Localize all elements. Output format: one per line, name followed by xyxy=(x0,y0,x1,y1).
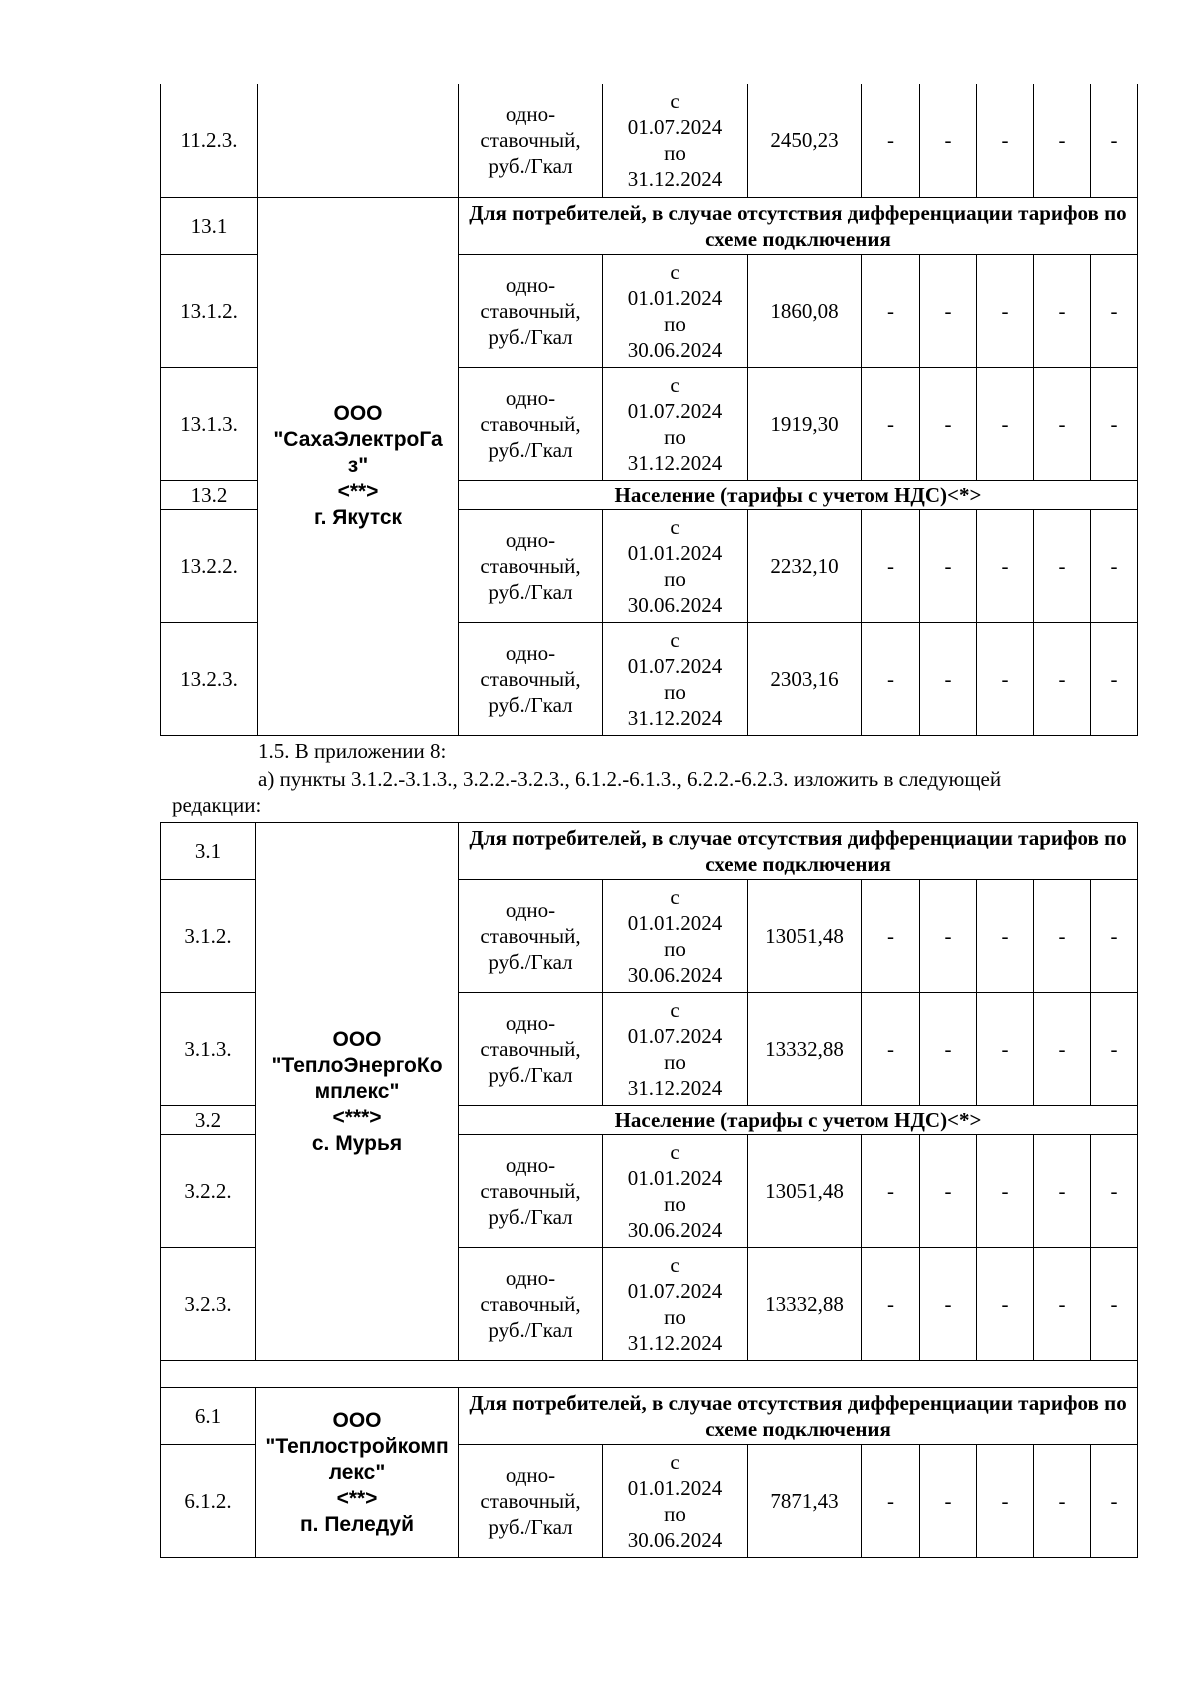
paragraph-appendix-8: 1.5. В приложении 8: xyxy=(258,739,447,763)
rate-unit: одно- ставочный, руб./Гкал xyxy=(459,880,603,993)
dash-cell: - xyxy=(862,1248,920,1361)
dash-cell: - xyxy=(920,509,977,622)
dash-cell: - xyxy=(1091,84,1138,197)
row-number: 13.1.3. xyxy=(161,367,258,480)
tariff-value: 13332,88 xyxy=(748,1248,862,1361)
rate-unit: одно- ставочный, руб./Гкал xyxy=(459,84,603,197)
dash-cell: - xyxy=(920,1445,977,1558)
period: с 01.01.2024 по 30.06.2024 xyxy=(603,509,748,622)
dash-cell: - xyxy=(977,509,1034,622)
row-number: 3.2.2. xyxy=(161,1135,256,1248)
spacer-row xyxy=(161,1361,1138,1388)
dash-cell: - xyxy=(1034,84,1091,197)
rate-unit: одно- ставочный, руб./Гкал xyxy=(459,622,603,735)
organization-cell: ООО "Теплостройкомплекс" <**> п. Пеледуй xyxy=(256,1388,459,1558)
dash-cell: - xyxy=(1034,1135,1091,1248)
group-number: 13.2 xyxy=(161,480,258,509)
dash-cell: - xyxy=(1034,1445,1091,1558)
period: с 01.01.2024 по 30.06.2024 xyxy=(603,1135,748,1248)
dash-cell: - xyxy=(1091,254,1138,367)
dash-cell: - xyxy=(1091,1248,1138,1361)
dash-cell: - xyxy=(1091,1445,1138,1558)
tariff-value: 13051,48 xyxy=(748,1135,862,1248)
period: с 01.07.2024 по 31.12.2024 xyxy=(603,993,748,1106)
tariff-value: 2450,23 xyxy=(748,84,862,197)
spacer-cell xyxy=(161,1361,1138,1388)
tariff-value: 1919,30 xyxy=(748,367,862,480)
table-row xyxy=(161,84,1138,197)
dash-cell: - xyxy=(1091,993,1138,1106)
row-number: 13.2.3. xyxy=(161,622,258,735)
dash-cell: - xyxy=(862,254,920,367)
group-header: Для потребителей, в случае отсутствия дифференциации тарифов по схеме подключения xyxy=(459,197,1138,254)
row-number: 3.1.3. xyxy=(161,993,256,1106)
organization-cell: ООО "СахаЭлектроГаз" <**> г. Якутск xyxy=(258,197,459,735)
dash-cell: - xyxy=(977,993,1034,1106)
dash-cell: - xyxy=(920,367,977,480)
dash-cell: - xyxy=(920,880,977,993)
paragraph-items-list: а) пункты 3.1.2.-3.1.3., 3.2.2.-3.2.3., 6.1.2.-6.1.3., 6.2.2.-6.2.3. изложить в следующей xyxy=(258,767,1002,791)
rate-unit: одно- ставочный, руб./Гкал xyxy=(459,1248,603,1361)
paragraph-items-list-cont: редакции: xyxy=(172,793,262,817)
tariff-value: 2232,10 xyxy=(748,509,862,622)
rate-unit: одно- ставочный, руб./Гкал xyxy=(459,1445,603,1558)
dash-cell: - xyxy=(977,880,1034,993)
dash-cell: - xyxy=(1034,622,1091,735)
rate-unit: одно- ставочный, руб./Гкал xyxy=(459,367,603,480)
period: с 01.07.2024 по 31.12.2024 xyxy=(603,622,748,735)
row-number: 6.1.2. xyxy=(161,1445,256,1558)
period: с 01.01.2024 по 30.06.2024 xyxy=(603,254,748,367)
group-header-row xyxy=(161,197,1138,254)
dash-cell: - xyxy=(977,1445,1034,1558)
dash-cell: - xyxy=(1091,622,1138,735)
rate-unit: одно- ставочный, руб./Гкал xyxy=(459,254,603,367)
dash-cell: - xyxy=(1091,880,1138,993)
tariff-table-sakhaelektrogaz xyxy=(160,84,1138,736)
org-cell-empty xyxy=(258,84,459,197)
period: с 01.01.2024 по 30.06.2024 xyxy=(603,880,748,993)
period: с 01.01.2024 по 30.06.2024 xyxy=(603,1445,748,1558)
dash-cell: - xyxy=(1091,509,1138,622)
tariff-value: 7871,43 xyxy=(748,1445,862,1558)
group-header: Для потребителей, в случае отсутствия дифференциации тарифов по схеме подключения xyxy=(459,1388,1138,1445)
dash-cell: - xyxy=(977,254,1034,367)
group-header: Для потребителей, в случае отсутствия дифференциации тарифов по схеме подключения xyxy=(459,823,1138,880)
tariff-table-appendix-8 xyxy=(160,822,1138,1558)
dash-cell: - xyxy=(1034,254,1091,367)
period: с 01.07.2024 по 31.12.2024 xyxy=(603,1248,748,1361)
tariff-value: 13332,88 xyxy=(748,993,862,1106)
dash-cell: - xyxy=(862,367,920,480)
group-number: 13.1 xyxy=(161,197,258,254)
dash-cell: - xyxy=(920,622,977,735)
dash-cell: - xyxy=(862,1135,920,1248)
dash-cell: - xyxy=(862,1445,920,1558)
dash-cell: - xyxy=(1034,880,1091,993)
dash-cell: - xyxy=(1091,367,1138,480)
row-number: 13.1.2. xyxy=(161,254,258,367)
dash-cell: - xyxy=(977,1248,1034,1361)
tariff-value: 1860,08 xyxy=(748,254,862,367)
group-header: Население (тарифы с учетом НДС)<*> xyxy=(459,480,1138,509)
tariff-value: 2303,16 xyxy=(748,622,862,735)
dash-cell: - xyxy=(920,993,977,1106)
group-number: 6.1 xyxy=(161,1388,256,1445)
dash-cell: - xyxy=(920,1135,977,1248)
dash-cell: - xyxy=(1034,367,1091,480)
dash-cell: - xyxy=(920,84,977,197)
tariff-value: 13051,48 xyxy=(748,880,862,993)
group-header: Население (тарифы с учетом НДС)<*> xyxy=(459,1106,1138,1135)
dash-cell: - xyxy=(1034,509,1091,622)
rate-unit: одно- ставочный, руб./Гкал xyxy=(459,509,603,622)
dash-cell: - xyxy=(977,1135,1034,1248)
period: с 01.07.2024 по 31.12.2024 xyxy=(603,84,748,197)
dash-cell: - xyxy=(1091,1135,1138,1248)
dash-cell: - xyxy=(862,84,920,197)
dash-cell: - xyxy=(920,254,977,367)
row-number: 3.1.2. xyxy=(161,880,256,993)
dash-cell: - xyxy=(1034,993,1091,1106)
dash-cell: - xyxy=(862,993,920,1106)
group-header-row xyxy=(161,1388,1138,1445)
group-header-row xyxy=(161,823,1138,880)
dash-cell: - xyxy=(862,880,920,993)
dash-cell: - xyxy=(1034,1248,1091,1361)
organization-cell: ООО "ТеплоЭнергоКомплекс" <***> с. Мурья xyxy=(256,823,459,1361)
rate-unit: одно- ставочный, руб./Гкал xyxy=(459,993,603,1106)
dash-cell: - xyxy=(862,622,920,735)
rate-unit: одно- ставочный, руб./Гкал xyxy=(459,1135,603,1248)
group-number: 3.2 xyxy=(161,1106,256,1135)
row-number: 13.2.2. xyxy=(161,509,258,622)
dash-cell: - xyxy=(862,509,920,622)
dash-cell: - xyxy=(977,622,1034,735)
dash-cell: - xyxy=(920,1248,977,1361)
dash-cell: - xyxy=(977,367,1034,480)
period: с 01.07.2024 по 31.12.2024 xyxy=(603,367,748,480)
group-number: 3.1 xyxy=(161,823,256,880)
dash-cell: - xyxy=(977,84,1034,197)
row-number: 11.2.3. xyxy=(161,84,258,197)
row-number: 3.2.3. xyxy=(161,1248,256,1361)
